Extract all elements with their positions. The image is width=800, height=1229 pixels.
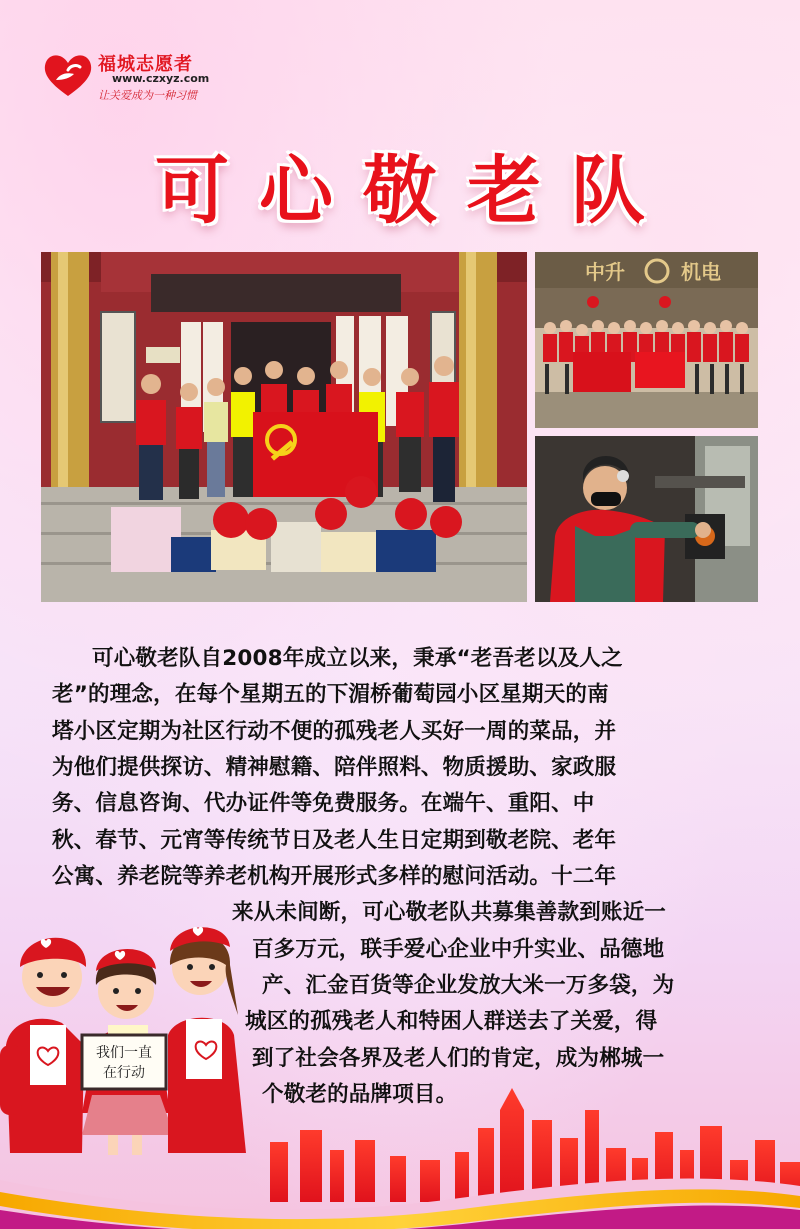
paragraph-line: 公寓、养老院等养老机构开展形式多样的慰问活动。十二年	[52, 864, 617, 889]
heart-hand-icon	[40, 50, 96, 100]
paragraph-line: 百多万元，联手爱心企业中升实业、品德地	[252, 937, 665, 962]
volunteer-repair-photo	[535, 436, 758, 602]
paragraph-line: 城区的孤残老人和特困人群送去了关爱，得	[245, 1009, 658, 1034]
shop-sign-left: 中升	[585, 260, 625, 284]
logo-name: 福城志愿者	[98, 54, 193, 75]
cartoon-volunteers-illustration	[0, 895, 250, 1155]
group-photo-shop	[535, 252, 758, 428]
paragraph-line: 为他们提供探访、精神慰籍、陪伴照料、物质援助、家政服	[52, 755, 617, 780]
paragraph-line: 老”的理念，在每个星期五的下湄桥葡萄园小区星期天的南	[52, 682, 609, 707]
cartoon-boy-left	[0, 938, 86, 1153]
page-title: 可心敬老队	[155, 148, 675, 234]
volunteer-logo	[40, 48, 220, 108]
group-photo-building	[41, 252, 527, 602]
paragraph-line: 秋、春节、元宵等传统节日及老人生日定期到敬老院、老年	[52, 828, 617, 853]
paragraph-line: 个敬老的品牌项目。	[262, 1082, 458, 1107]
shop-sign-right: 机电	[681, 260, 721, 284]
cartoon-sign-line2: 在行动	[103, 1065, 145, 1081]
paragraph-line: 产、汇金百货等企业发放大米一万多袋，为	[262, 973, 675, 998]
paragraph-line: 务、信息咨询、代办证件等免费服务。在端午、重阳、中	[52, 791, 595, 816]
logo-url: www.czxyz.com	[112, 72, 210, 85]
paragraph-line: 塔小区定期为社区行动不便的孤残老人买好一周的菜品，并	[52, 719, 617, 744]
logo-slogan: 让关爱成为一种习惯	[98, 89, 197, 102]
paragraph-line: 可心敬老队自2008年成立以来，秉承“老吾老以及人之	[92, 646, 623, 671]
paragraph-line: 到了社会各界及老人们的肯定，成为郴城一	[252, 1046, 665, 1071]
cartoon-sign-line1: 我们一直	[96, 1045, 152, 1061]
cartoon-girl-right	[168, 927, 246, 1153]
paragraph-line: 来从未间断，可心敬老队共募集善款到账近一	[232, 900, 667, 925]
